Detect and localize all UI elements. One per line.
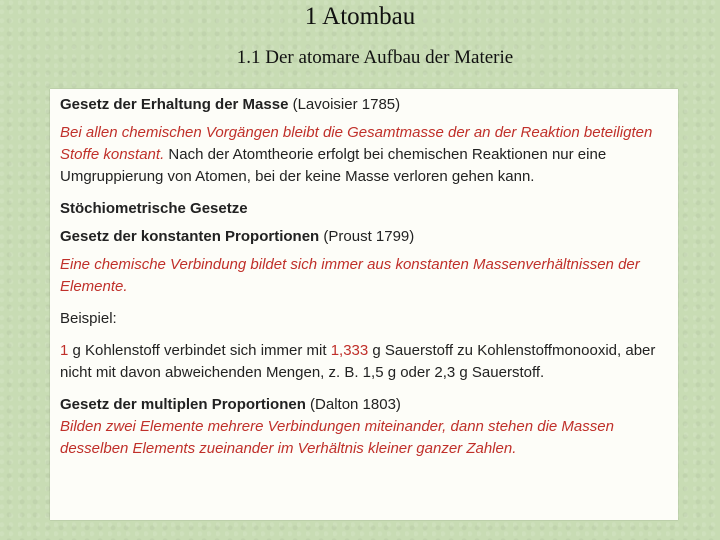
constant-heading: Gesetz der konstanten Proportionen (60, 228, 320, 245)
mass-heading-line (60, 94, 670, 116)
constant-source: (Proust 1799) (323, 228, 415, 245)
example-num2: 1,333 (330, 342, 369, 359)
constant-law: Eine chemische Verbindung bildet sich immer aus konstanten Massenverhältnissen der Elemente. (60, 256, 640, 295)
example-paragraph (60, 340, 670, 384)
example-text1: g Kohlenstoff verbindet sich immer mit (72, 342, 327, 359)
mass-text: Nach der Atomtheorie erfolgt bei chemischen Reaktionen nur eine Umgruppierung von Atomen, bei der keine Masse verloren gehen kann. (60, 146, 607, 185)
mass-source: (Lavoisier 1785) (292, 96, 401, 113)
constant-heading-line (60, 226, 670, 248)
scanned-page (50, 89, 678, 520)
example-num1: 1 (60, 342, 69, 359)
multiple-law: Bilden zwei Elemente mehrere Verbindungen miteinander, dann stehen die Massen desselben Elements zueinander im Verhältnis kleiner ganzer Zahlen. (60, 418, 614, 457)
slide-title: 1 Atombau (304, 3, 416, 30)
mass-law: Bei allen chemischen Vorgängen bleibt die Gesamtmasse der an der Reaktion beteiligten Stoffe konstant. (60, 124, 653, 163)
multiple-heading-line (60, 394, 670, 416)
multiple-source: (Dalton 1803) (310, 396, 401, 413)
example-label: Beispiel: (60, 310, 117, 327)
example-text2: g Sauerstoff zu Kohlenstoffmonooxid, aber nicht mit davon abweichenden Mengen, z. B. 1,5 g oder 2,3 g Sauerstoff. (60, 342, 656, 381)
page-content (60, 94, 670, 460)
stoich-heading: Stöchiometrische Gesetze (60, 200, 248, 217)
multiple-heading: Gesetz der multiplen Proportionen (60, 396, 306, 413)
slide-subtitle: 1.1 Der atomare Aufbau der Materie (236, 47, 514, 68)
mass-heading: Gesetz der Erhaltung der Masse (60, 96, 289, 113)
mass-paragraph (60, 122, 670, 188)
